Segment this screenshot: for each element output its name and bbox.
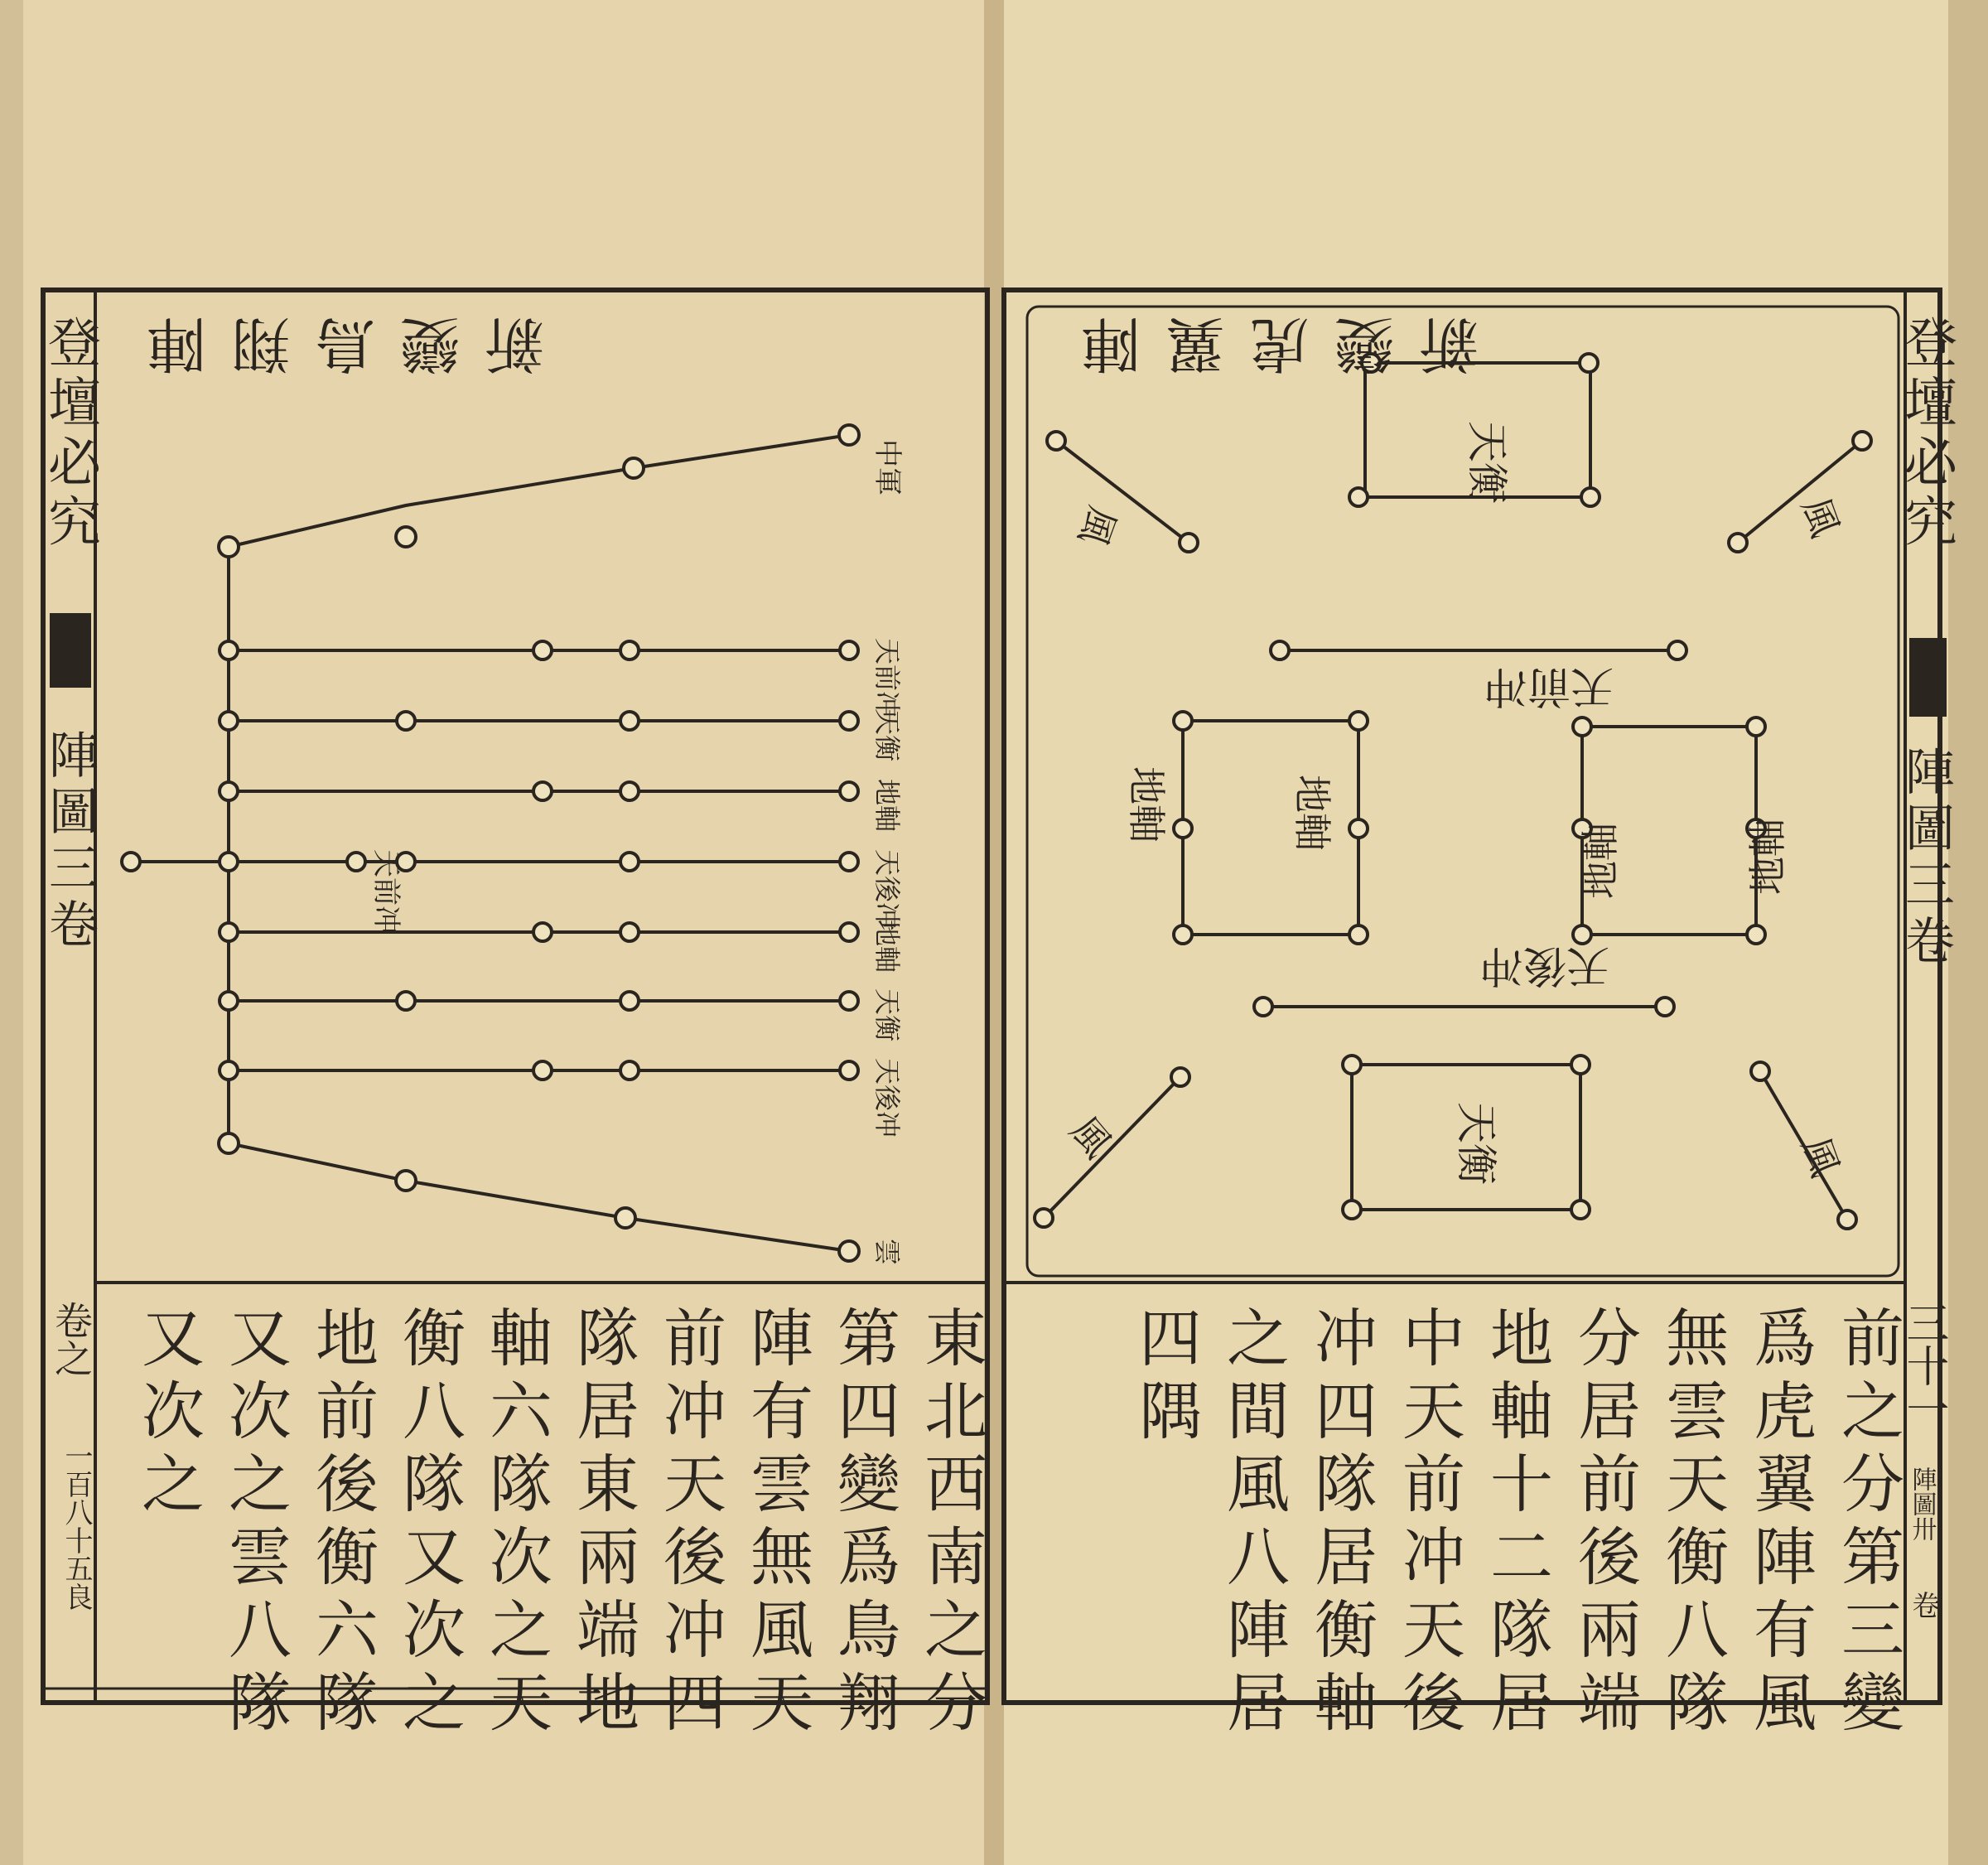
label-rear: 天後冲 bbox=[1479, 940, 1610, 990]
formation-node bbox=[1573, 717, 1591, 736]
formation-node bbox=[1174, 712, 1192, 730]
formation-node bbox=[220, 782, 238, 800]
text-column: 地前後衡六隊 bbox=[305, 1305, 379, 1742]
formation-node bbox=[1047, 432, 1065, 450]
formation-node bbox=[397, 992, 415, 1010]
label-row5: 地軸 bbox=[871, 920, 903, 974]
formation-node bbox=[1581, 488, 1600, 506]
formation-node bbox=[220, 992, 238, 1010]
formation-node bbox=[396, 527, 416, 547]
label-wind-tl: 風 bbox=[1069, 500, 1126, 552]
formation-node bbox=[1580, 354, 1598, 372]
text-column: 無雲天衡八隊 bbox=[1655, 1305, 1730, 1742]
svg-text:陣圖三卷: 陣圖三卷 bbox=[1897, 746, 1955, 971]
formation-node bbox=[620, 1061, 639, 1080]
formation-node bbox=[1747, 717, 1765, 736]
right-folio-vol: 卷 bbox=[1907, 1591, 1940, 1619]
formation-node bbox=[220, 712, 238, 730]
formation-node bbox=[624, 458, 644, 478]
formation-node bbox=[1349, 712, 1368, 730]
label-bottom-box: 天衡 bbox=[1452, 1102, 1500, 1185]
formation-node bbox=[1838, 1210, 1856, 1229]
formation-node bbox=[620, 992, 639, 1010]
formation-node bbox=[220, 853, 238, 871]
label-row6: 天衡 bbox=[871, 988, 903, 1042]
formation-node bbox=[1571, 1056, 1590, 1074]
label-left-inner: 地軸 bbox=[1290, 775, 1334, 851]
label-right-inner: 地軸 bbox=[1578, 823, 1623, 899]
text-column: 冲四隊居衡軸 bbox=[1304, 1305, 1378, 1742]
formation-node bbox=[620, 712, 639, 730]
formation-node bbox=[347, 853, 365, 871]
formation-node bbox=[620, 923, 639, 941]
formation-node bbox=[1174, 819, 1192, 838]
formation-node bbox=[122, 853, 140, 871]
svg-text:登壇必究: 登壇必究 bbox=[39, 315, 100, 553]
text-column: 爲虎翼陣有風 bbox=[1743, 1305, 1817, 1742]
label-tail: 雲 bbox=[871, 1239, 903, 1266]
text-column: 衡八隊又次之 bbox=[392, 1305, 466, 1742]
formation-node bbox=[1180, 534, 1198, 552]
text-column: 前冲天後冲四 bbox=[653, 1305, 727, 1742]
formation-node bbox=[615, 1208, 635, 1228]
text-column: 又次之 bbox=[131, 1305, 205, 1524]
text-column: 中天前冲天後 bbox=[1392, 1305, 1466, 1742]
text-column: 之間風八陣居 bbox=[1216, 1305, 1291, 1742]
formation-node bbox=[220, 923, 238, 941]
label-row2: 天衡 bbox=[871, 708, 903, 762]
label-top-box: 天衡 bbox=[1463, 421, 1511, 504]
formation-node bbox=[840, 992, 858, 1010]
formation-node bbox=[1729, 534, 1747, 552]
formation-node bbox=[1656, 998, 1674, 1016]
label-wind-tr: 風 bbox=[1793, 491, 1849, 543]
formation-node bbox=[620, 853, 639, 871]
formation-node bbox=[1349, 488, 1368, 506]
text-column: 第四變爲鳥翔 bbox=[827, 1305, 901, 1742]
text-column: 又次之雲八隊 bbox=[218, 1305, 292, 1742]
label-right-outer: 地軸 bbox=[1745, 819, 1790, 895]
formation-node bbox=[533, 641, 552, 660]
right-text-columns bbox=[1129, 1305, 1905, 1742]
left-folio: 一百八十五良 bbox=[60, 1442, 93, 1611]
text-column: 陣有雲無風天 bbox=[740, 1305, 814, 1742]
formation-node bbox=[396, 1171, 416, 1191]
formation-node bbox=[1751, 1062, 1769, 1080]
formation-node bbox=[397, 712, 415, 730]
text-column: 隊居東兩端地 bbox=[566, 1305, 640, 1742]
formation-node bbox=[533, 1061, 552, 1080]
label-row7: 天後冲 bbox=[871, 1058, 903, 1138]
svg-text:登壇必究: 登壇必究 bbox=[1895, 315, 1957, 553]
label-left-outer: 地軸 bbox=[1124, 766, 1169, 843]
left-folio-head: 卷之 bbox=[49, 1301, 94, 1377]
formation-node bbox=[620, 641, 639, 660]
formation-node bbox=[840, 712, 858, 730]
formation-node bbox=[1035, 1209, 1053, 1227]
text-column: 地軸十二隊居 bbox=[1479, 1305, 1554, 1742]
formation-node bbox=[1349, 925, 1368, 944]
label-front: 天前冲 bbox=[1484, 661, 1614, 711]
formation-node bbox=[1571, 1201, 1590, 1219]
label-wind-bl: 風 bbox=[1061, 1108, 1121, 1167]
label-row1: 天前冲 bbox=[871, 638, 903, 718]
right-folio-note: 陣圖卅 bbox=[1907, 1466, 1937, 1541]
formation-node bbox=[1668, 641, 1686, 660]
svg-text:陣圖三卷: 陣圖三卷 bbox=[41, 729, 99, 954]
formation-node bbox=[840, 923, 858, 941]
formation-node bbox=[1853, 432, 1871, 450]
formation-node bbox=[533, 923, 552, 941]
formation-node bbox=[1254, 998, 1272, 1016]
formation-node bbox=[620, 782, 639, 800]
text-column: 前之分第三變 bbox=[1831, 1305, 1905, 1742]
formation-node bbox=[840, 782, 858, 800]
formation-node bbox=[840, 641, 858, 660]
formation-node bbox=[1747, 925, 1765, 944]
text-column: 四隅 bbox=[1128, 1305, 1203, 1451]
formation-node bbox=[1174, 925, 1192, 944]
formation-node bbox=[219, 1133, 239, 1153]
formation-node bbox=[1343, 1056, 1361, 1074]
formation-node bbox=[1343, 1201, 1361, 1219]
formation-node bbox=[840, 853, 858, 871]
formation-node bbox=[840, 1061, 858, 1080]
left-page-title: 新變鳥翔陣 bbox=[121, 309, 545, 379]
formation-node bbox=[220, 1061, 238, 1080]
label-wind-br: 風 bbox=[1793, 1131, 1849, 1182]
formation-node bbox=[839, 1241, 859, 1261]
text-column: 軸六隊次之天 bbox=[479, 1305, 553, 1742]
formation-node bbox=[220, 641, 238, 660]
formation-node bbox=[533, 782, 552, 800]
formation-node bbox=[1271, 641, 1289, 660]
label-head: 中軍 bbox=[871, 439, 904, 495]
text-column: 分居前後兩端 bbox=[1567, 1305, 1642, 1742]
label-row3: 地軸 bbox=[871, 779, 903, 833]
formation-node bbox=[1349, 819, 1368, 838]
right-folio: 三十一 bbox=[1899, 1301, 1948, 1430]
label-row4: 天後冲 bbox=[871, 849, 903, 930]
formation-node bbox=[1171, 1068, 1189, 1086]
text-column: 東北西南之分 bbox=[914, 1305, 988, 1742]
formation-node bbox=[839, 425, 859, 445]
formation-node bbox=[219, 537, 239, 557]
label-center: 天前冲 bbox=[369, 849, 403, 934]
right-page-title: 新變虎翼陣 bbox=[1055, 309, 1479, 379]
